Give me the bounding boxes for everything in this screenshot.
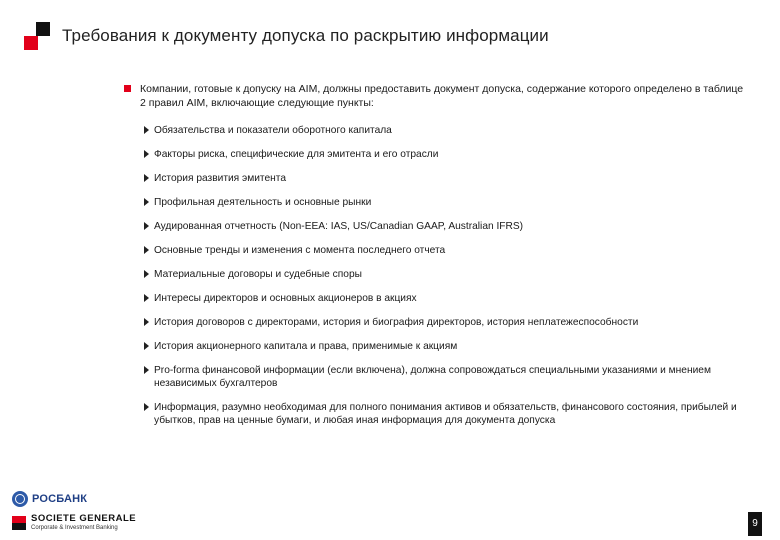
- triangle-bullet-icon: [144, 222, 149, 230]
- rosbank-globe-icon: [12, 491, 28, 507]
- triangle-bullet-icon: [144, 294, 149, 302]
- list-item: [144, 244, 744, 257]
- list-item-text: История акционерного капитала и права, применимые к акциям: [154, 341, 458, 352]
- list-item: [144, 148, 744, 161]
- triangle-bullet-icon: [144, 246, 149, 254]
- list-item: [144, 364, 744, 390]
- list-item: [144, 316, 744, 329]
- footer-logos: [12, 490, 136, 532]
- list-item-text: Интересы директоров и основных акционеров в акциях: [154, 293, 417, 304]
- list-item: [144, 220, 744, 233]
- list-item-text: История договоров с директорами, история и биография директоров, история неплатежеспособности: [154, 317, 639, 328]
- rosbank-logo: [12, 490, 136, 508]
- triangle-bullet-icon: [144, 174, 149, 182]
- list-item: [144, 340, 744, 353]
- lead-paragraph: [124, 82, 744, 110]
- list-item: [144, 172, 744, 185]
- content-area: [124, 82, 744, 438]
- list-item: [144, 268, 744, 281]
- list-item-text: Профильная деятельность и основные рынки: [154, 197, 372, 208]
- triangle-bullet-icon: [144, 318, 149, 326]
- requirements-list: [124, 124, 744, 427]
- list-item-text: Обязательства и показатели оборотного капитала: [154, 125, 392, 136]
- page-number: 9: [748, 512, 762, 536]
- list-item: [144, 401, 744, 427]
- list-item-text: Аудированная отчетность (Non-EEA: IAS, US/Canadian GAAP, Australian IFRS): [154, 221, 524, 232]
- square-bullet-icon: [124, 85, 131, 92]
- triangle-bullet-icon: [144, 126, 149, 134]
- list-item: [144, 124, 744, 137]
- list-item-text: Основные тренды и изменения с момента последнего отчета: [154, 245, 446, 256]
- triangle-bullet-icon: [144, 198, 149, 206]
- sg-subtitle: Corporate & Investment Banking: [31, 525, 118, 531]
- list-item: [144, 292, 744, 305]
- triangle-bullet-icon: [144, 342, 149, 350]
- logo-square-red: [24, 36, 38, 50]
- list-item: [144, 196, 744, 209]
- triangle-bullet-icon: [144, 366, 149, 374]
- list-item-text: Факторы риска, специфические для эмитента и его отрасли: [154, 149, 439, 160]
- triangle-bullet-icon: [144, 403, 149, 411]
- societe-generale-logo: [12, 514, 136, 532]
- triangle-bullet-icon: [144, 270, 149, 278]
- list-item-text: История развития эмитента: [154, 173, 286, 184]
- header-logo-mark: [24, 22, 54, 52]
- logo-square-black: [36, 22, 50, 36]
- sg-name: SOCIETE GENERALE: [31, 513, 137, 524]
- rosbank-name: РОСБАНК: [32, 493, 88, 505]
- lead-text: Компании, готовые к допуску на AIM, должны предоставить документ допуска, содержание которого определено в таблице 2 правил AIM, включающие следующие пункты:: [140, 83, 744, 109]
- page-title: Требования к документу допуска по раскрытию информации: [62, 26, 549, 45]
- list-item-text: Pro-forma финансовой информации (если включена), должна сопровождаться специальными указаниями и мнением независимых бухгалтеров: [154, 365, 711, 389]
- list-item-text: Информация, разумно необходимая для полного понимания активов и обязательств, финансового состояния, прибылей и убытков, прав на ценные бумаги, и любая иная информация для документа допуска: [154, 402, 737, 426]
- list-item-text: Материальные договоры и судебные споры: [154, 269, 362, 280]
- sg-flag-icon: [12, 516, 26, 530]
- triangle-bullet-icon: [144, 150, 149, 158]
